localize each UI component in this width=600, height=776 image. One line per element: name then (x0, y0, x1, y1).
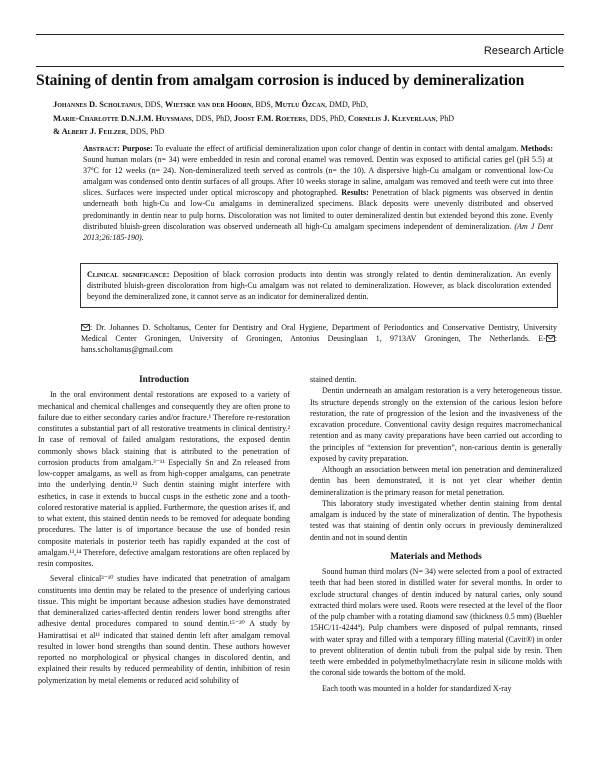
body-paragraph: stained dentin. (310, 375, 357, 384)
body-paragraph: Several clinical³⁻¹⁰ studies have indicated that penetration of amalgam constituents into dentin may be related to the presence of underlying carious tissue. This might be important because adhesion studies have demonstrated that demineralized caries-affected dentin renders lower bond strengths after adhesive dental procedures compared to sound dentin.¹⁵⁻²⁰ A study by Hamirattisai et al¹¹ indicated that stained dentin left after amalgam removal resulted in lower bond strengths than sound dentin. These authors however reported no morphological or physical changes in discolored dentin, and explained their results by reduced permeability of dentin, inhibition of resin polymerization by metal elements or reduced acid solubility of (38, 574, 290, 685)
author-name: & Albert J. Feilzer (53, 127, 127, 136)
author-degrees: , BDS, (251, 100, 273, 109)
author-line-1 (53, 98, 563, 112)
clinical-significance-text: Deposition of black corrosion products into dentin was strongly related to dentin demineralization. An evenly distributed bluish-green discoloration from high-Cu amalgam was not related to demineralization. However, as black discoloration extended beyond the demineralized zone, it cannot serve as an indicator for demineralized dentin. (87, 270, 551, 302)
author-degrees: , DDS, PhD, (305, 113, 347, 123)
author-name: Mutlu Özcan (274, 100, 326, 109)
purpose-text: To evaluate the effect of artificial demineralization upon color change of dentin in contact with dental amalgam. (154, 144, 519, 153)
author-line-2 (53, 112, 563, 126)
results-text: Penetration of black pigments was observed in dentin underneath both high-Cu and low-Cu amalgams in demineralized specimens. Black deposits were unevenly distributed and observed predominantly in dentin near to pulp horns. Discoloration was not limited to outer demineralized dentin but extended beyond this zone. Evenly distributed bluish-green discoloration was observed underneath all high-Cu amalgam specimens independent of demineralization. (83, 188, 554, 231)
author-name: Wietske van der Hoorn (164, 100, 252, 109)
methods-label: Methods: (520, 144, 554, 153)
right-column (310, 374, 562, 694)
correspondence-note (81, 322, 557, 355)
author-degrees: , DDS, (140, 100, 163, 109)
author-name: Joost F.M. Roeters (233, 113, 306, 123)
journal-citation: (Am J Dent 2013;26:185-190). (83, 221, 553, 242)
author-name: Cornelis J. Kleverlaan (348, 113, 436, 123)
article-type-label: Research Article (483, 45, 564, 57)
author-degrees: , DDS, PhD (126, 127, 165, 136)
body-paragraph: Dentin underneath an amalgam restoration is a very heterogeneous tissue. Its structure depends strongly on the extension of the carious lesion before restoration, the rate of progression of the lesion and the invasiveness of the excavation procedure. Conventional cavity design requires macromechanical retention and as many cavity preparations have been carried out according to the principles of “extension for prevention”, non-carious dentin is generally exposed by cavity preparation. (310, 386, 562, 463)
envelope-icon (81, 324, 90, 331)
author-degrees: , DDS, PhD, (191, 113, 232, 123)
author-name: Marie-Charlotte D.N.J.M. Huysmans (53, 113, 192, 123)
author-degrees: , DMD, PhD, (325, 100, 368, 109)
article-title: Staining of dentin from amalgam corrosion is induced by demineralization (36, 72, 525, 89)
author-list (53, 98, 563, 139)
abstract (83, 143, 553, 243)
author-line-3 (53, 125, 563, 139)
author-name: Johannes D. Scholtanus (53, 100, 141, 109)
top-rule (36, 34, 564, 35)
body-paragraph: Sound human third molars (N= 34) were selected from a pool of extracted teeth that had been stored in distilled water for several months. In order to exclude structural changes of dentin induced by natural caries, only sound extracted third molars were used. Roots were resected at the level of the floor of the pulp chamber with a rotating diamond saw (thickness 0.5 mm) (Buehler 15HC/11-4244ª). Pulp chambers were disposed of pulpal remnants, rinsed with water spray and filled with a temporary filling material (Cavit®) in order to prevent obliteration of dentin tubuli from the pulpal side by resin. Then teeth were embedded in polymethylmethacrylate resin in silicone molds with the coronal side towards the bottom of the mold. (310, 567, 562, 678)
abstract-label: Abstract: (83, 144, 120, 153)
left-column (38, 374, 290, 686)
body-paragraph: Although an association between metal ion penetration and demineralized dentin has been demonstrated, it is not yet clear whether dentin demineralization is the primary reason for metal penetration. (310, 465, 562, 497)
header-rule (36, 66, 564, 67)
body-paragraph: This laboratory study investigated whether dentin staining from dental amalgam is induced by the state of mineralization of dentin. The hypothesis tested was that staining of dentin only occurs in previously demineralized dentin and not in sound dentin (310, 498, 562, 542)
introduction-heading: Introduction (139, 374, 189, 384)
envelope-icon (546, 335, 555, 342)
purpose-label: Purpose: (122, 144, 153, 153)
correspondence-text: : Dr. Johannes D. Scholtanus, Center for Dentistry and Oral Hygiene, Department of Periodontics and Conservative Dentistry, University Medical Center Groningen, University of Groningen, Antonius Deusinglaan 1, 9713AV Groningen, The Netherlands. E- (81, 323, 557, 344)
clinical-significance-label: Clinical significance: (87, 270, 170, 279)
correspondence-email: : hans.scholtanus@gmail.com (81, 334, 557, 355)
author-degrees: , PhD (435, 113, 454, 123)
body-paragraph: In the oral environment dental restorations are exposed to a variety of mechanical and chemical challenges and consequently they are often prone to failure due to either secondary caries and/or fracture.¹ Therefore re-restoration constitutes a substantial part of all restorative treatments in clinical dentistry.² In case of removal of failed amalgam restorations, the exposed dentin commonly shows black staining that is attributed to the penetration of corrosion products from amalgam.³⁻¹¹ Especially Sn and Zn released from low-copper amalgams, as well as from high-copper amalgams, can penetrate into the underlying dentin.¹² Such dentin staining might interfere with esthetics, in case it extends to buccal cusps in the esthetic zone and a tooth-colored restorative material is applied. Furthermore, the question arises if, and to what extent, this stained dentin needs to be removed for adequate bonding procedures. The latter is of importance because the use of bonded resin composite materials in posterior teeth has rapidly expanded at the cost of amalgam.¹³,¹⁴ Therefore, defective amalgam restorations are often replaced by resin composites. (38, 390, 290, 568)
body-paragraph: Each tooth was mounted in a holder for standardized X-ray (322, 683, 512, 693)
materials-methods-heading: Materials and Methods (390, 550, 482, 561)
results-label: Results: (341, 188, 369, 198)
methods-text: Sound human molars (n= 34) were embedded in resin and coronal enamel was removed. Dentin was exposed to artificial caries gel (pH 5.5) at 37ºC for 12 weeks (n= 24). Non-demineralized teeth served as controls (n= the 10). A dispersive high-Cu amalgam or conventional low-Cu amalgam was condensed onto dentin surfaces of all groups. After 10 weeks storage in saline, amalgam was removed and teeth were cut into three slices. Surfaces were inspected under optical microscopy and photographed. (83, 155, 553, 198)
clinical-significance-box (80, 263, 558, 308)
